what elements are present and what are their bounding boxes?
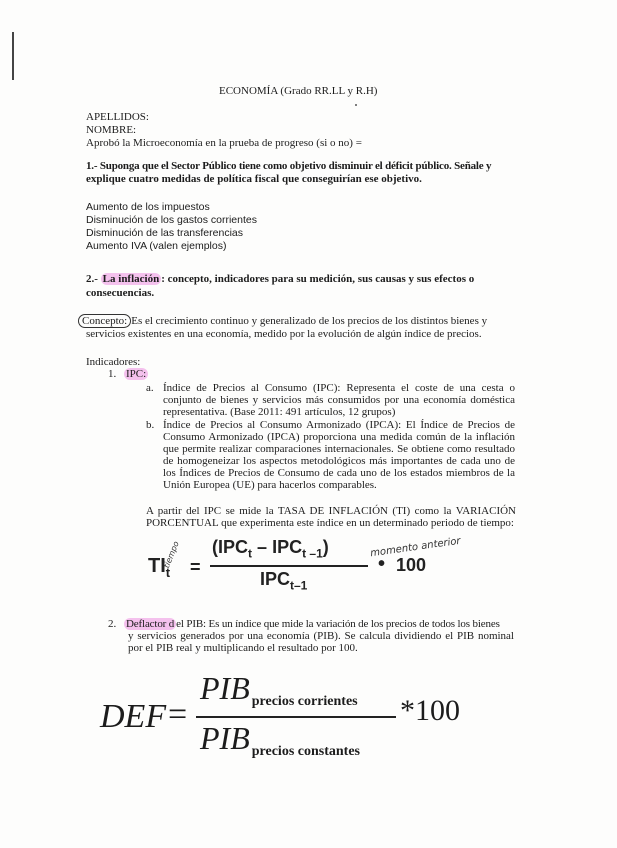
nombre-label: NOMBRE: [86,124,137,136]
ti-minus: – [257,537,268,557]
q1-answer: Disminución de los gastos corrientes [86,214,257,226]
ipc-b-line: Unión Europea (UE) para hacerlos comparables. [163,479,377,491]
ti-factor: 100 [396,555,427,575]
def-times-100: *100 [400,694,460,727]
ti-lhs-symbol: TI [148,555,166,577]
handwritten-note-momento-anterior: momento anterior [369,535,462,560]
ipc-a-line: representativa. (Base 2011: 491 artículos, 12 grupos) [163,406,396,418]
q2-highlight-inflacion: La inflación [102,273,160,285]
def-numerator [200,670,358,707]
ti-den: IPC [260,569,291,589]
concepto-label-circled: Concepto: [78,314,131,328]
ipc-b-line: Índice de Precios al Consumo Armonizado (IPCA): El Índice de Precios de [163,419,515,431]
deflactor-line2: y servicios generados por una economía (PIB). Se calcula dividiendo el PIB nominal [128,630,514,642]
apellidos-label: APELLIDOS: [86,111,149,123]
def-formula [100,670,500,770]
deflactor-number: 2. [108,618,117,630]
ipc-label [124,368,148,381]
def-num-sub: precios corrientes [251,694,358,709]
deflactor-line3: por el PIB real y multiplicando el resultado por 100. [128,642,358,654]
ti-line: PORCENTUAL que experimenta este índice en un determinado periodo de tiempo: [146,517,514,529]
ti-numerator: $(IPC_t - IPC_{t -1})$ [212,537,329,561]
def-den: PIB [200,720,250,756]
ti-equals: = [190,557,201,577]
def-lhs: DEF [100,698,167,735]
def-denominator [200,720,360,757]
ipc-b-line: los Índices de Precios de Consumo de cada uno de los estados miembros de la [163,467,515,479]
handwritten-note-tiempo: tiempo [162,539,181,570]
concepto-text-1: Es el crecimiento continuo y generalizado de los precios de los distintos bienes y [131,315,488,327]
ti-num-b-sub: t –1 [302,546,323,561]
ipc-number: 1. [108,368,117,380]
ipc-a-line: conjunto de bienes y servicios más consumidos por una economía doméstica [163,394,515,406]
def-equals: = [168,696,188,733]
ti-num-b: IPC [272,537,303,557]
q1-answer: Disminución de las transferencias [86,227,243,239]
ipc-a-line: Índice de Precios al Consumo (IPC): Representa el coste de una cesta o [163,382,515,394]
deflactor-text-1: el PIB: Es un índice que mide la variación de los precios de todos los bienes [176,618,500,630]
ipc-b-line: Consumo Armonizado (IPCA) proporciona una medida común de la inflación [163,431,515,443]
ti-den-sub: t–1 [290,578,308,593]
q2-number: 2.- [86,273,98,285]
ti-fraction-bar [210,565,368,567]
q1-line1: 1.- Suponga que el Sector Público tiene como objetivo disminuir el déficit público. Señale y [86,160,492,172]
ti-num-a: IPC [218,537,249,557]
ti-lhs-sub: t [165,565,171,580]
q2-heading-rest: : concepto, indicadores para su medición, sus causas y sus efectos o [161,273,475,285]
ipc-b-line: de homogeneizar los aspectos metodológicos más importantes de cada uno de [163,455,515,467]
ti-line: A partir del IPC se mide la TASA DE INFLACIÓN (TI) como la VARIACIÓN [146,505,516,517]
ipc-highlight: IPC: [126,368,147,380]
ti-num-a-sub: t [248,546,253,561]
deflactor-highlight: Deflactor d [126,618,175,630]
ti-denominator [260,569,307,593]
ipc-a-letter: a. [146,382,154,394]
def-num: PIB [200,670,250,706]
page-title: ECONOMÍA (Grado RR.LL y R.H) [219,85,378,97]
margin-pen-mark [12,32,14,80]
micro-question: Aprobó la Microeconomía en la prueba de progreso (si o no) = [86,137,362,149]
q2-heading-line2: consecuencias. [86,287,155,299]
ipc-b-line: que permite realizar comparaciones internacionales. Se obtiene como resultado [163,443,515,455]
concepto-line1 [78,315,487,328]
concepto-line2: servicios existentes en una economía, medido por la evolución de algún índice de precios. [86,328,482,340]
q1-answer: Aumento IVA (valen ejemplos) [86,240,227,252]
def-fraction-bar [196,716,396,718]
speck-mark [355,104,357,106]
def-den-sub: precios constantes [251,744,360,759]
indicadores-label: Indicadores: [86,356,141,368]
q1-line2: explique cuatro medidas de política fiscal que conseguirían ese objetivo. [86,173,422,185]
q1-answer: Aumento de los impuestos [86,201,210,213]
ti-times: • [378,553,386,575]
ipc-b-letter: b. [146,419,155,431]
q2-heading-line1 [86,273,474,286]
